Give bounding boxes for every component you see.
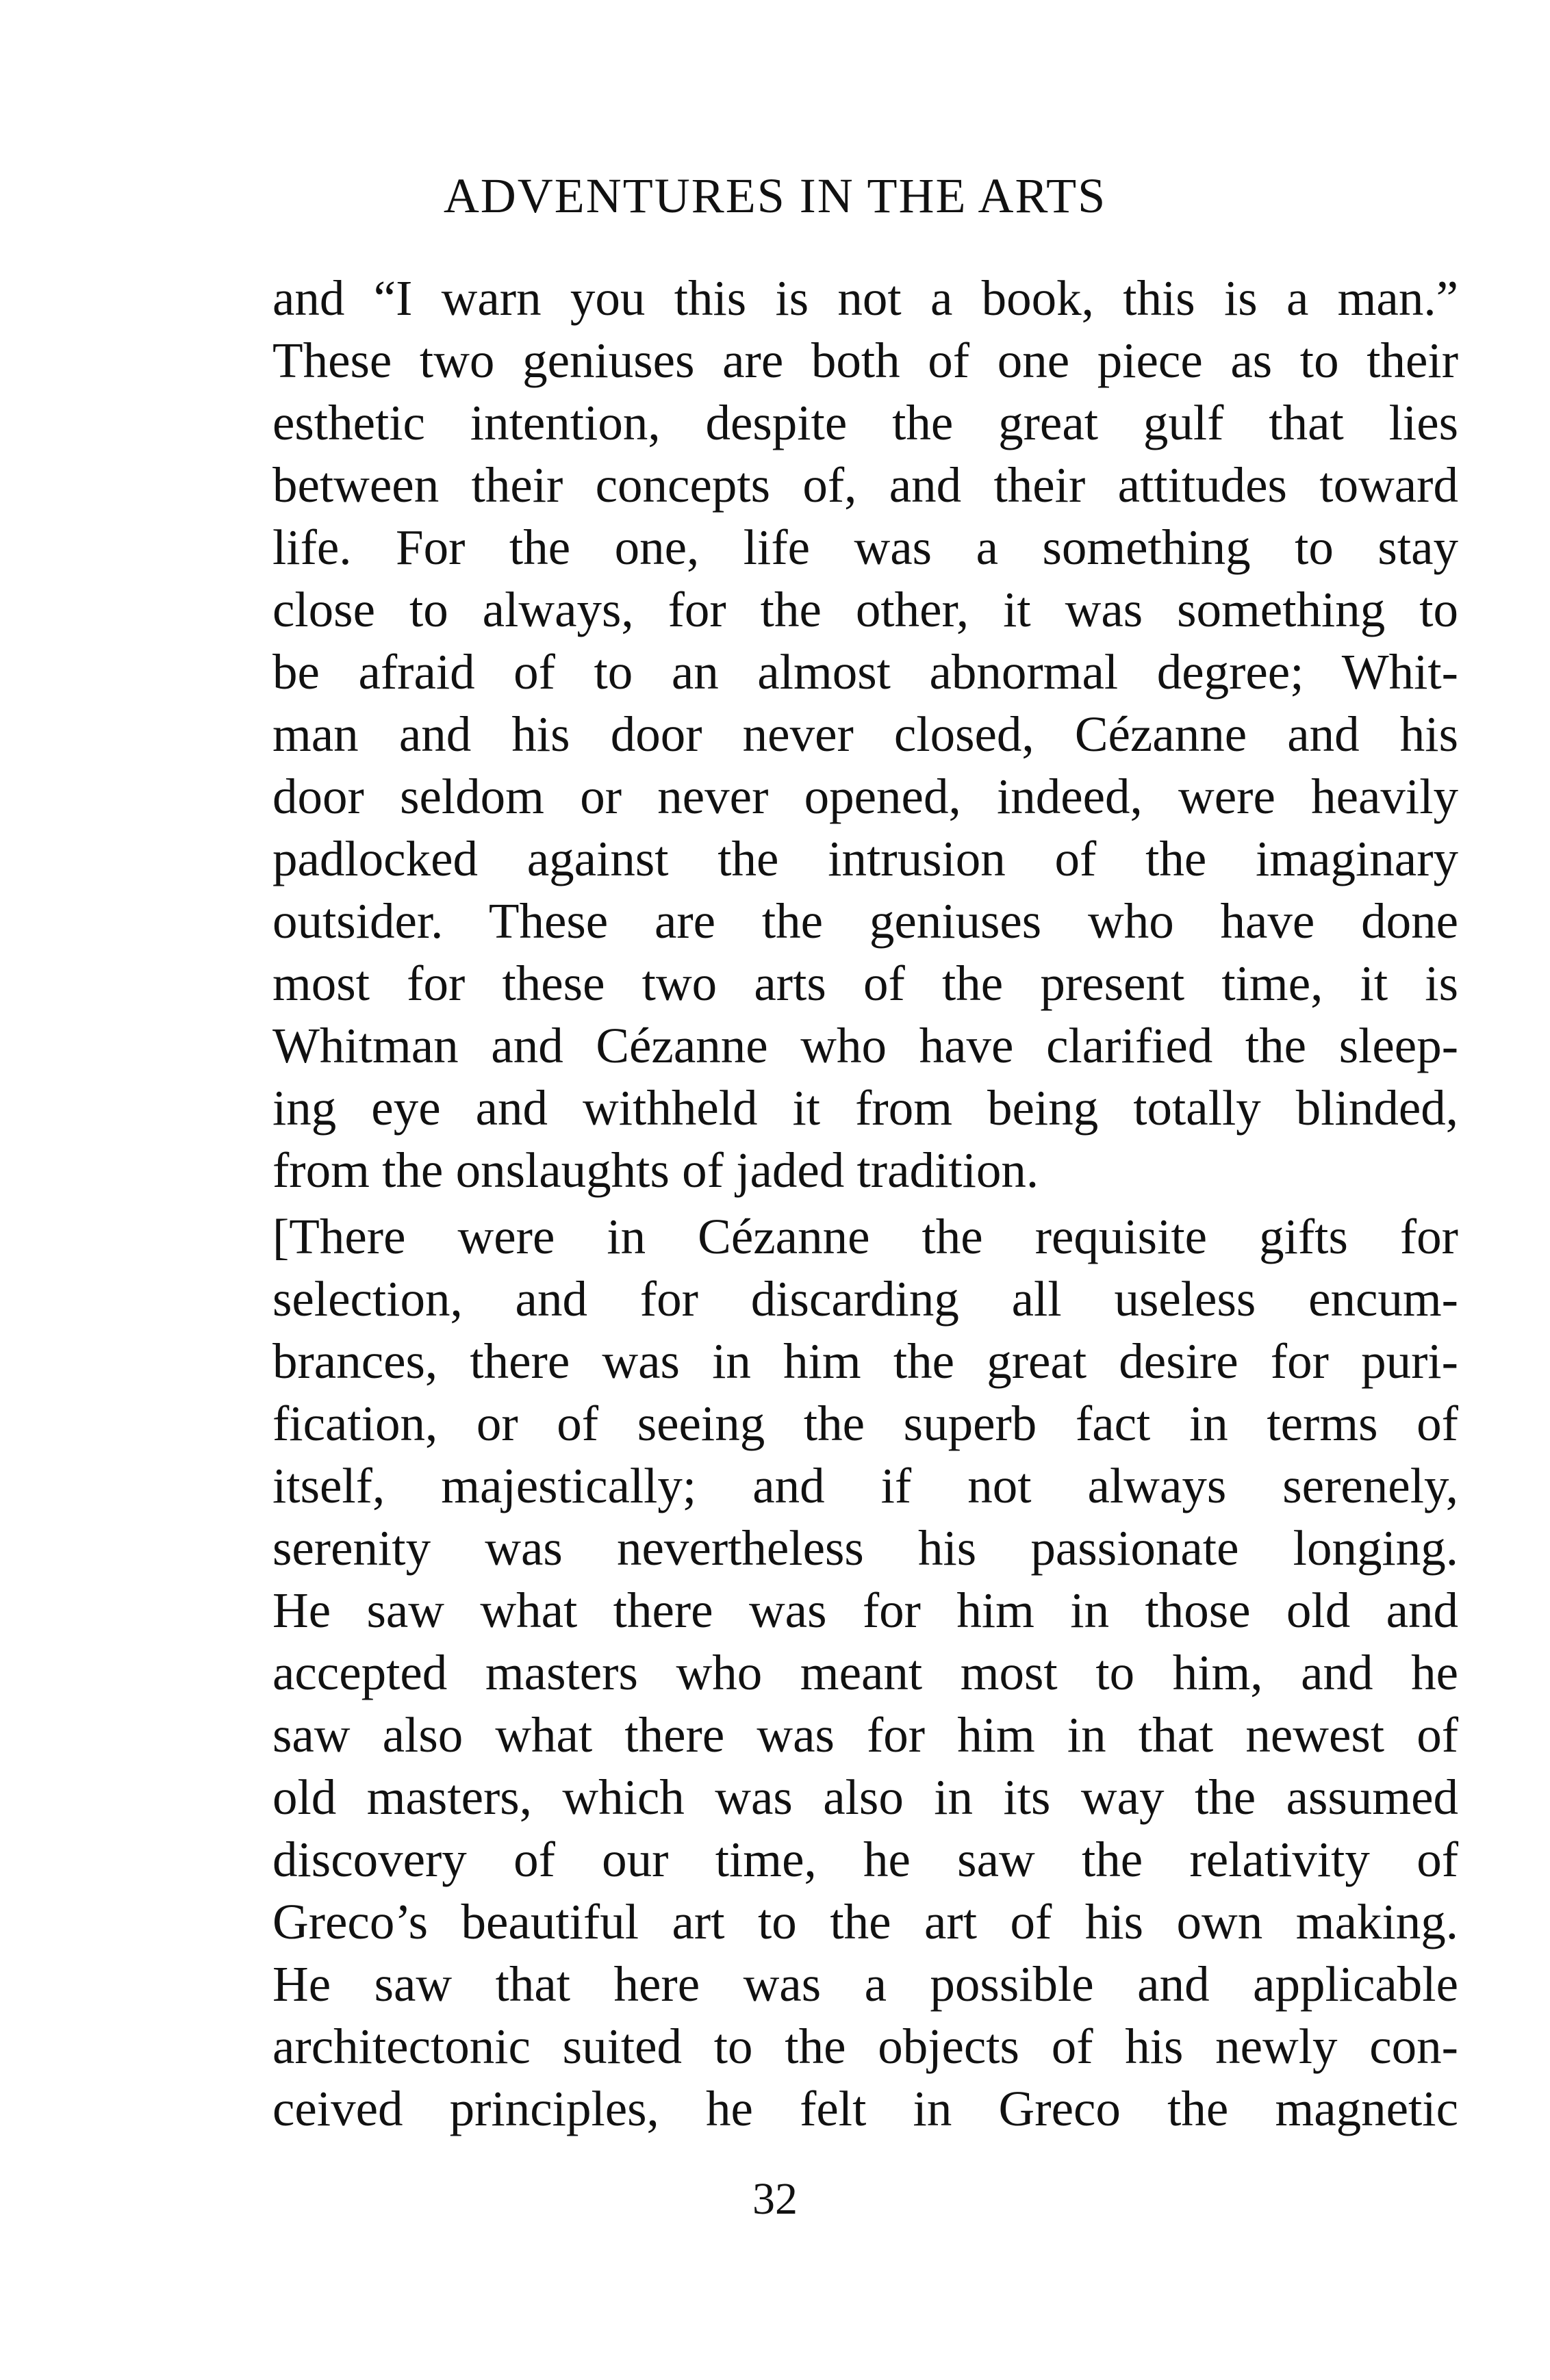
text-line: old masters, which was also in its way the assumed [272,1769,1458,1825]
text-line: Whitman and Cézanne who have clarified the sleep- [272,1018,1458,1073]
text-line: ing eye and withheld it from being totally blinded, [272,1080,1458,1136]
text-line: from the onslaughts of jaded tradition. [272,1142,1039,1198]
text-line: padlocked against the intrusion of the imaginary [272,831,1458,886]
text-line: architectonic suited to the objects of his newly con- [272,2019,1458,2074]
text-line: man and his door never closed, Cézanne and his [272,706,1458,762]
text-line: and “I warn you this is not a book, this is a man.” [272,270,1458,326]
text-line: close to always, for the other, it was something to [272,582,1458,637]
text-line: fication, or of seeing the superb fact in terms of [272,1396,1458,1451]
body-text [272,267,1458,2140]
text-line: outsider. These are the geniuses who have done [272,893,1458,949]
running-title: ADVENTURES IN THE ARTS [443,168,1107,223]
text-line: accepted masters who meant most to him, and he [272,1645,1458,1700]
text-line: itself, majestically; and if not always serenely, [272,1458,1458,1513]
text-line: door seldom or never opened, indeed, were heavily [272,769,1458,824]
text-line: between their concepts of, and their attitudes toward [272,457,1458,513]
text-line: most for these two arts of the present time, it is [272,956,1458,1011]
text-line: serenity was nevertheless his passionate longing. [272,1520,1458,1576]
text-line: selection, and for discarding all useless encum- [272,1271,1458,1327]
text-line: These two geniuses are both of one piece as to their [272,333,1458,388]
paragraph-start: [There were in Cézanne the requisite gifts for [272,1209,1458,1264]
text-line: life. For the one, life was a something to stay [272,520,1458,575]
text-line: discovery of our time, he saw the relativity of [272,1832,1458,1887]
text-line: esthetic intention, despite the great gulf that lies [272,395,1458,450]
text-line: ceived principles, he felt in Greco the magnetic [272,2081,1458,2136]
text-line: He saw that here was a possible and applicable [272,1956,1458,2012]
text-line: brances, there was in him the great desire for puri- [272,1333,1458,1389]
text-line: He saw what there was for him in those old and [272,1583,1458,1638]
text-line: be afraid of to an almost abnormal degree; Whit- [272,644,1458,700]
page-number: 32 [752,2174,798,2224]
text-line: Greco’s beautiful art to the art of his own making. [272,1894,1458,1949]
text-line: saw also what there was for him in that newest of [272,1707,1458,1763]
